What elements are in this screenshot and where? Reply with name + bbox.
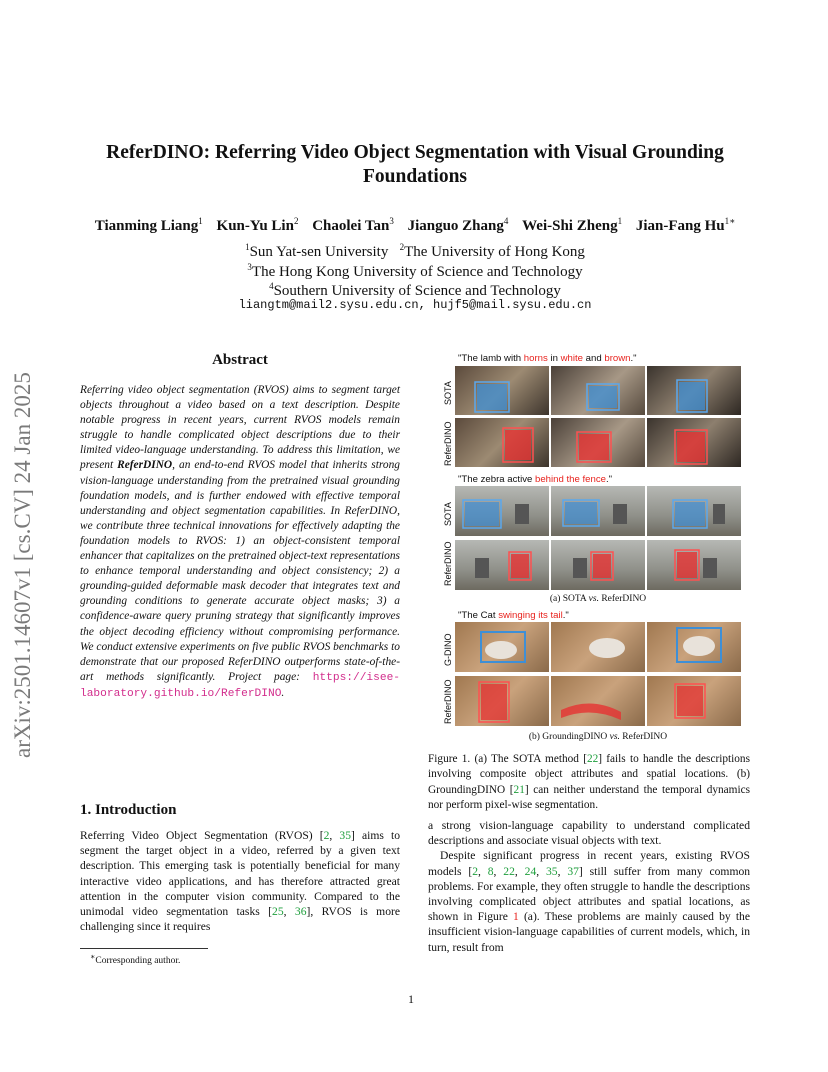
figure-query-zebra: "The zebra active behind the fence." — [458, 474, 613, 485]
citation-link[interactable]: 35 — [339, 829, 352, 842]
project-page-link[interactable]: https://isee-laboratory.github.io/ReferDINO — [80, 671, 400, 700]
citation-link[interactable]: 22 — [503, 864, 515, 878]
video-frame — [455, 366, 549, 415]
author: Tianming Liang$^1$ — [94, 216, 203, 234]
video-frame — [551, 418, 645, 467]
author: Kun-Yu Lin$^2$ — [216, 216, 299, 234]
video-frame — [455, 676, 549, 726]
video-frame — [647, 540, 741, 590]
subcaption-b: (b) GroundingDINO vs. ReferDINO — [528, 732, 668, 742]
row-label-sota: SOTA — [443, 381, 453, 405]
video-frame — [647, 418, 741, 467]
author-list — [60, 216, 770, 235]
citation-link[interactable]: 8 — [487, 864, 494, 878]
video-frame — [647, 676, 741, 726]
video-frame — [455, 622, 549, 672]
citation-link[interactable]: 21 — [513, 783, 525, 796]
citation-link[interactable]: 25 — [272, 905, 284, 919]
subcaption-a: (a) SOTA vs. ReferDINO — [549, 594, 647, 604]
arxiv-stamp-container — [10, 372, 50, 784]
affiliation-line-3: $^4$Southern University of Science and Technology — [269, 281, 561, 299]
row-label-gdino: G-DINO — [443, 633, 453, 666]
video-frame — [455, 486, 549, 536]
video-frame — [551, 540, 645, 590]
author: Jian-Fang $Hu^{1∗}$ — [635, 216, 736, 234]
affiliation-line-1: $^1$Sun Yat-sen University $^2$The University of Hong Kong — [245, 242, 585, 260]
paper-title: ReferDINO: Referring Video Object Segmentation with Visual Grounding Foundations — [106, 142, 724, 187]
section-heading-introduction: 1. Introduction — [80, 802, 177, 818]
citation-link[interactable]: 35 — [545, 864, 558, 878]
author-emails: liangtm@mail2.sysu.edu.cn, hujf5@mail.sysu.edu.cn — [238, 298, 592, 312]
paragraph: Despite significant progress in recent years, existing RVOS models [2, 8, 22, 24, 35, 37] still suffer from many common problems. For example, they often struggle to handle the descriptions involving complicated object attributes and spatial locations, as shown in Figure 1 (a). These problems are mainly caused by the insufficient vision-language capabilities of current models, which, in turn, result from — [428, 849, 751, 954]
footnote: ∗Corresponding author. — [90, 952, 181, 967]
video-frame — [551, 366, 645, 415]
video-frame — [455, 540, 549, 590]
citation-link[interactable]: 2 — [323, 829, 330, 842]
citation-link[interactable]: 2 — [472, 864, 478, 878]
citation-link[interactable]: 37 — [567, 864, 579, 878]
figure-query-lamb: "The lamb with horns in white and brown." — [458, 353, 637, 364]
row-label-referdino: ReferDINO — [443, 679, 453, 724]
citation-link[interactable]: 36 — [294, 905, 307, 919]
figure-1 — [438, 348, 758, 748]
citation-link[interactable]: 24 — [524, 864, 537, 878]
video-frame — [647, 486, 741, 536]
author: Chaolei Tan$^3$ — [312, 216, 394, 234]
figure-query-cat: "The Cat swinging its tail." — [458, 610, 569, 621]
video-frame — [647, 366, 741, 415]
introduction-body: Referring Video Object Segmentation (RVOS) [2, 35] aims to segment the target object in a video, referred by a given text description. This emerging task is potentially beneficial for many interactive video applications, and has therefore attracted great attention in the computer vision community. Compared to the unimodal video segmentation tasks [25, 36], RVOS is more challenging since it requires — [80, 829, 401, 934]
video-frame — [551, 676, 645, 726]
video-frame — [647, 622, 741, 672]
page-number: 1 — [408, 992, 414, 1006]
video-frame — [455, 418, 549, 467]
affiliation-line-2: $^3$The Hong Kong University of Science and Technology — [247, 262, 583, 280]
video-frame — [551, 486, 645, 536]
figure-1-caption: Figure 1. (a) The SOTA method [22] fails to handle the descriptions involving composite object attributes and spatial locations. (b) GroundingDINO [21] can neither understand the temporal dynamics nor perform pixel-wise segmentation. — [428, 753, 750, 812]
author: Wei-Shi Zheng$^1$ — [522, 216, 623, 234]
arxiv-stamp: arXiv:2501.14607v1 [cs.CV] 24 Jan 2025 — [10, 372, 35, 758]
author: Jianguo Zhang$^4$ — [407, 216, 509, 234]
row-label-referdino: ReferDINO — [443, 541, 453, 586]
right-column-body — [428, 818, 750, 955]
abstract-heading: Abstract — [212, 352, 268, 368]
figure-reference-link[interactable]: 1 — [513, 910, 519, 924]
citation-link[interactable]: 22 — [586, 753, 599, 765]
abstract-body: Referring video object segmentation (RVOS) aims to segment target objects throughout a video based on a text description. Despite notable progress in recent years, current RVOS models remain struggle to handle complicated object descriptions due to their limited video-language understanding. To address this limitation, we present ReferDINO, an end-to-end RVOS model that inherits strong vision-language understanding from the pretrained visual grounding foundation models, and is further endowed with effective temporal understanding and object segmentation capabilities. In ReferDINO, we contribute three technical innovations for effectively adapting the foundation models to RVOS: 1) an object-consistent temporal enhancer that capitalizes on the pretrained object-text representations to enhance temporal understanding and object consistency; 2) a grounding-guided deformable mask decoder that integrates text and grounding conditions to generate accurate object masks; 3) a confidence-aware query pruning strategy that significantly improves the object decoding efficiency without compromising performance. We conduct extensive experiments on five public RVOS benchmarks to demonstrate that our proposed ReferDINO outperforms state-of-the-art methods significantly. Project page: https://isee-laboratory.github.io/ReferDINO. — [80, 384, 400, 700]
video-frame — [551, 622, 645, 672]
paragraph: a strong vision-language capability to understand complicated descriptions and associate visual objects with text. — [428, 819, 750, 848]
footnote-rule — [80, 948, 208, 949]
row-label-referdino: ReferDINO — [443, 421, 453, 466]
row-label-sota: SOTA — [443, 502, 453, 526]
